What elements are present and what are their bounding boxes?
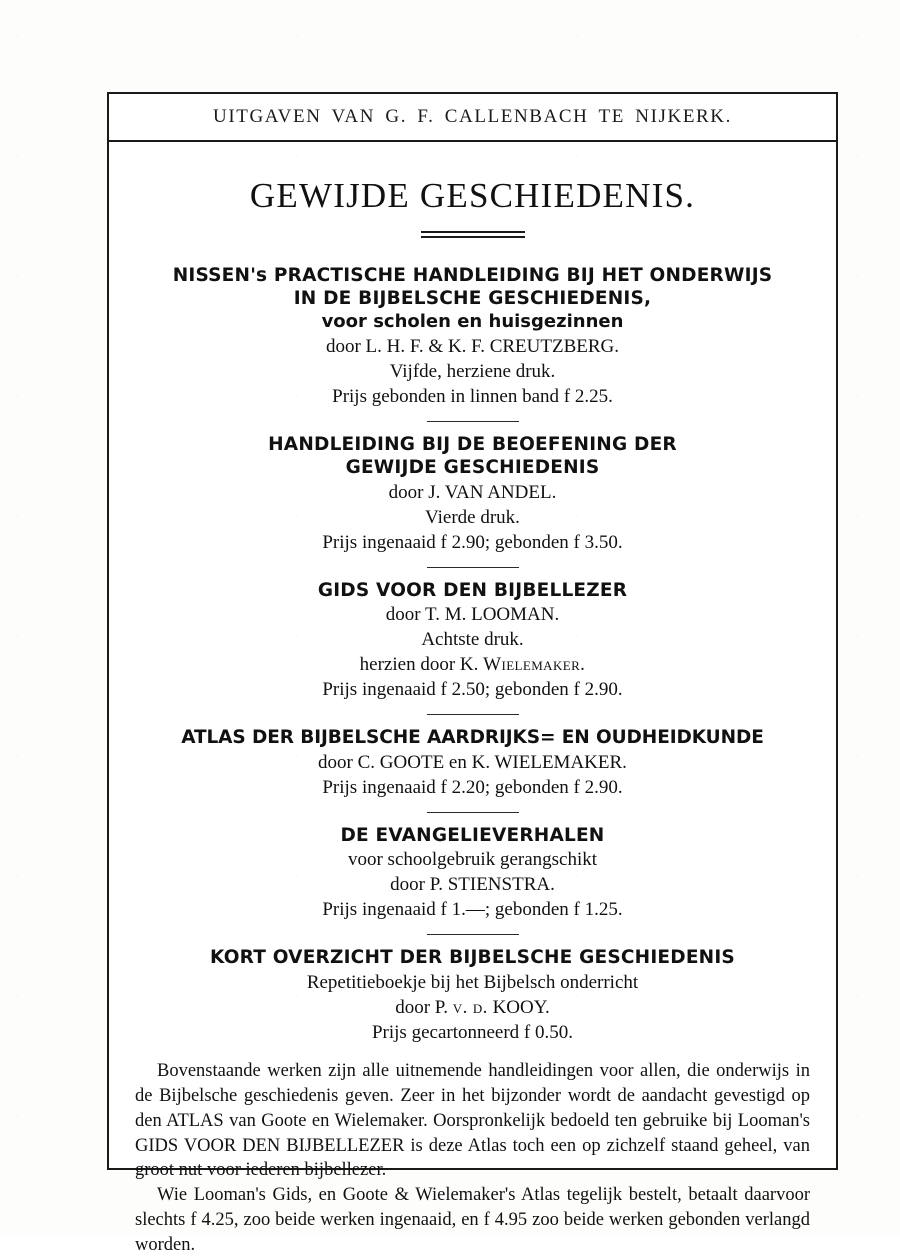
entry-author-smallcaps: v. d. (452, 996, 488, 1018)
entry-author: door C. GOOTE en K. WIELEMAKER. (318, 751, 627, 773)
catalogue-entry-kort-overzicht (129, 946, 816, 1045)
entry-price: Prijs ingenaaid f 2.20; gebonden f 2.90. (322, 776, 623, 798)
catalogue-entry-looman (129, 579, 816, 703)
entry-title-line-2: IN DE BIJBELSCHE GESCHIEDENIS, (293, 288, 652, 310)
entry-title-line-1: NISSEN's PRACTISCHE HANDLEIDING BIJ HET ONDERWIJS (172, 264, 773, 286)
entry-edition: Vierde druk. (425, 506, 520, 528)
closing-paragraph-1 (129, 1059, 816, 1183)
entry-separator (427, 714, 519, 715)
entry-reviser (129, 652, 816, 677)
title-double-rule (421, 231, 525, 238)
catalogue-entry-van-andel (129, 433, 816, 555)
entry-title-line-1: KORT OVERZICHT DER BIJBELSCHE GESCHIEDENIS (210, 947, 735, 969)
entry-author: door J. VAN ANDEL. (388, 481, 557, 503)
entry-separator (427, 567, 519, 568)
page-content (109, 142, 836, 1256)
entry-author-suffix: KOOY. (487, 996, 550, 1018)
entry-price: Prijs gecartonneerd f 0.50. (371, 1021, 574, 1043)
page-title: GEWIJDE GESCHIEDENIS. (249, 176, 696, 215)
catalogue-entry-nissen (129, 264, 816, 409)
entry-title-line-1: ATLAS DER BIJBELSCHE AARDRIJKS= EN OUDHEIDKUNDE (181, 727, 764, 749)
catalogue-entry-atlas (129, 726, 816, 799)
closing-paragraph-2 (129, 1183, 816, 1258)
running-head-text: UITGAVEN VAN G. F. CALLENBACH TE NIJKERK. (213, 106, 732, 127)
entry-subtitle: voor scholen en huisgezinnen (321, 311, 624, 333)
entry-price: Prijs ingenaaid f 2.50; gebonden f 2.90. (322, 679, 623, 701)
entry-title-line-1: DE EVANGELIEVERHALEN (340, 824, 605, 846)
printed-page-frame (107, 92, 838, 1256)
entry-subtitle: Repetitieboekje bij het Bijbelsch onderricht (306, 971, 639, 993)
entry-price: Prijs ingenaaid f 1.—; gebonden f 1.25. (322, 899, 623, 921)
entry-separator (427, 934, 519, 935)
entry-author: door T. M. LOOMAN. (385, 604, 560, 626)
closing-paragraph-1-text: Bovenstaande werken zijn alle uitnemende handleidingen voor allen, die onderwijs in de Bijbelsche geschiedenis geven. Zeer in het bijzonder wordt de aandacht gevestigd op den ATLAS van Goote en Wielemaker. Oorspronkelijk bedoeld ten gebruike bij Looman's GIDS VOOR DEN BIJBELLEZER is deze Atlas toch een op zichzelf staand geheel, van groot nut voor iederen bijbellezer. (135, 1060, 810, 1181)
entry-edition: Vijfde, herziene druk. (389, 360, 556, 382)
entry-author-prefix: door P. (395, 996, 453, 1018)
entry-reviser-name: Wielemaker. (483, 654, 586, 676)
entry-author (129, 995, 816, 1020)
entry-reviser-prefix: herzien door K. (359, 654, 484, 676)
entry-title-line-2: GEWIJDE GESCHIEDENIS (345, 457, 600, 479)
entry-separator (427, 421, 519, 422)
entry-edition: Achtste druk. (421, 629, 524, 651)
catalogue-entry-evangelieverhalen (129, 824, 816, 923)
entry-price: Prijs ingenaaid f 2.90; gebonden f 3.50. (322, 531, 623, 553)
entry-author: door L. H. F. & K. F. CREUTZBERG. (325, 335, 620, 357)
entry-separator (427, 812, 519, 813)
running-head (109, 94, 836, 142)
entry-title-line-1: HANDLEIDING BIJ DE BEOEFENING DER (268, 433, 677, 455)
entry-subtitle: voor schoolgebruik gerangschikt (347, 849, 598, 871)
closing-paragraph-2-text: Wie Looman's Gids, en Goote & Wielemaker's Atlas tegelijk bestelt, betaalt daarvoor slechts f 4.25, zoo beide werken ingenaaid, en f 4.95 zoo beide werken gebonden verlangd worden. (135, 1185, 810, 1256)
entry-title-line-1: GIDS VOOR DEN BIJBELLEZER (317, 579, 628, 601)
entry-price: Prijs gebonden in linnen band f 2.25. (332, 385, 613, 407)
entry-author: door P. STIENSTRA. (390, 874, 555, 896)
